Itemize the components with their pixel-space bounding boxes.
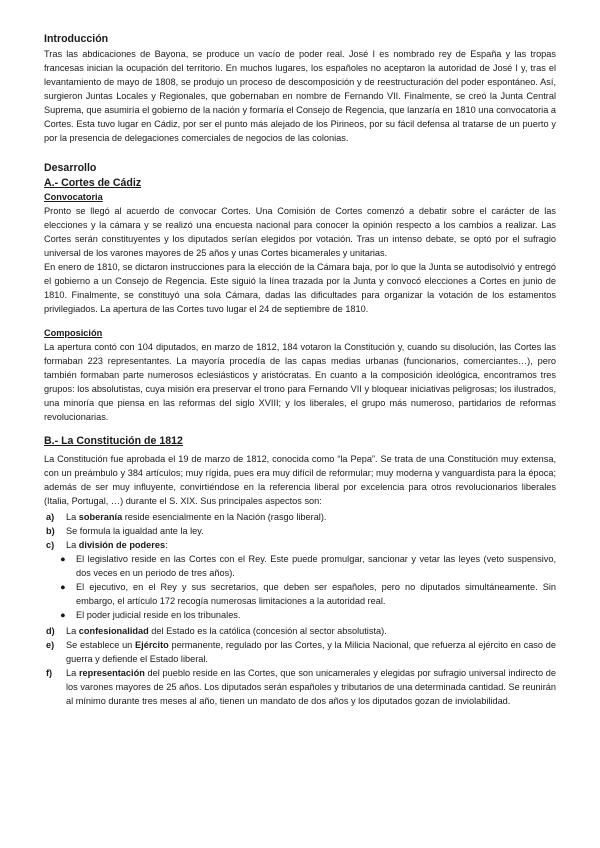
list-marker: a) <box>46 512 55 522</box>
list-item: c) La división de poderes: <box>46 540 168 550</box>
list-marker: c) <box>46 540 55 550</box>
list-item: f) La representación del pueblo reside en las Cortes, que son unicamerales y elegidas por sufragio universal indirecto de los varones mayores de 25 años. Los diputados serán españoles y tributarios de una determinada cantidad. Se reunirán al mínimo durante tres meses al año, tienen un mandato de dos años y los diputados gozan de inviolabilidad. <box>46 668 556 706</box>
composicion-paragraph: La apertura contó con 104 diputados, en marzo de 1812, 184 votaron la Constitución y, cuando su disolución, las Cortes las formaban 223 representantes. La mayoría procedía de las capas medias urbanas (funcionarios, comerciantes…), pero también formaban parte numerosos eclesiásticos y aristócratas. En cuanto a la composición ideológica, encontramos tres grupos: los absolutistas, cuya misión era preservar el trono para Fernando VII y bloquear iniciativas peligrosas; los ilustrados, una minoría que piensa en las reformas del siglo XVIII; y los liberales, el grupo más numeroso, partidarios de reformas revolucionarias. <box>44 342 556 422</box>
convocatoria-paragraph-1: Pronto se llegó al acuerdo de convocar Cortes. Una Comisión de Cortes comenzó a debatir sobre el carácter de las elecciones y la cámara y se realizó una encuesta nacional para conocer la opinión respecto a los cambios a realizar. Las Cortes serán constituyentes y los diputados serían elegidos por votación. Tras un intenso debate, se optó por el sufragio universal de los varones mayores de 25 años y unas Cortes bicamerales y unitarias. <box>44 206 556 258</box>
list-marker: e) <box>46 640 55 650</box>
intro-paragraph: Tras las abdicaciones de Bayona, se produce un vacío de poder real. José I es nombrado rey de España y las tropas francesas inician la ocupación del territorio. En muchos lugares, los españoles no aceptaron la autoridad de José I y, tras el levantamiento de mayo de 1808, se produjo un proceso de descomposición y de reestructuración del poder espontáneo. Así, surgieron Juntas Locales y Regionales, que gobernaban en nombre de Fernando VII. Finalmente, se creó la Junta Central Suprema, que asumiría el gobierno de la nación y formaría el Consejo de Regencia, que lanzaría en 1810 una convocatoria a Cortes. Esta tuvo lugar en Cádiz, por ser el punto más alejado de los Pirineos, por su fácil defensa al tratarse de un puerto y por la presencia de delegaciones comerciales de negocios de las colonias. <box>44 49 556 143</box>
desarrollo-heading: Desarrollo <box>44 162 97 174</box>
bullet-item: ● El ejecutivo, en el Rey y sus secretarios, que deben ser españoles, pero no diputados simultáneamente. Sin embargo, el artículo 172 recogía numerosas limitaciones a la autoridad real. <box>60 582 556 606</box>
list-item: b) Se formula la igualdad ante la ley. <box>46 526 204 536</box>
aspects-list-continued <box>44 624 556 708</box>
intro-heading: Introducción <box>44 33 109 45</box>
list-item: a) La soberanía reside esencialmente en la Nación (rasgo liberal). <box>46 512 327 522</box>
list-marker: b) <box>46 526 55 536</box>
section-b-heading: B.- La Constitución de 1812 <box>44 435 183 447</box>
bullet-icon: ● <box>60 610 66 620</box>
constitucion-intro-paragraph: La Constitución fue aprobada el 19 de marzo de 1812, conocida como “la Pepa”. Se trata de una Constitución muy extensa, con un preámbulo y 384 artículos; muy rígida, pues era muy difícil de reformular; muy moderna y vanguardista para la época; además de ser muy influyente, convirtiéndose en la referencia liberal por excelencia para otros revolucionarios liberales (Italia, Portugal, …) durante el S. XIX. Sus principales aspectos son: <box>44 454 556 506</box>
bullet-icon: ● <box>60 554 66 564</box>
bullet-item: ● El legislativo reside en las Cortes con el Rey. Este puede promulgar, sancionar y vetar las leyes (veto suspensivo, dos veces en un periodo de tres años). <box>60 554 556 578</box>
bullet-item: ● El poder judicial reside en los tribunales. <box>60 610 241 620</box>
aspects-list <box>44 510 556 552</box>
section-a-heading: A.- Cortes de Cádiz <box>44 177 142 189</box>
list-marker: f) <box>46 668 53 678</box>
bullet-icon: ● <box>60 582 66 592</box>
powers-bullet-list <box>44 552 556 622</box>
convocatoria-paragraph-2: En enero de 1810, se dictaron instrucciones para la elección de la Cámara baja, por lo que la Junta se autodisolvió y entregó el gobierno a un Consejo de Regencia. Este siguió la línea trazada por la Junta y convocó elecciones a Cortes en junio de 1810. Finalmente, se constituyó una sola Cámara, dadas las dificultades para organizar la votación de los estamentos privilegiados. La apertura de las Cortes tuvo lugar el 24 de septiembre de 1810. <box>44 262 556 314</box>
list-item: e) Se establece un Ejército permanente, regulado por las Cortes, y la Milicia Nacional, que refuerza al ejército en caso de guerra y defiende el Estado liberal. <box>46 640 556 664</box>
list-item: d) La confesionalidad del Estado es la católica (concesión al sector absolutista). <box>46 626 387 636</box>
list-marker: d) <box>46 626 55 636</box>
convocatoria-heading: Convocatoria <box>44 192 103 202</box>
composicion-heading: Composición <box>44 328 103 338</box>
